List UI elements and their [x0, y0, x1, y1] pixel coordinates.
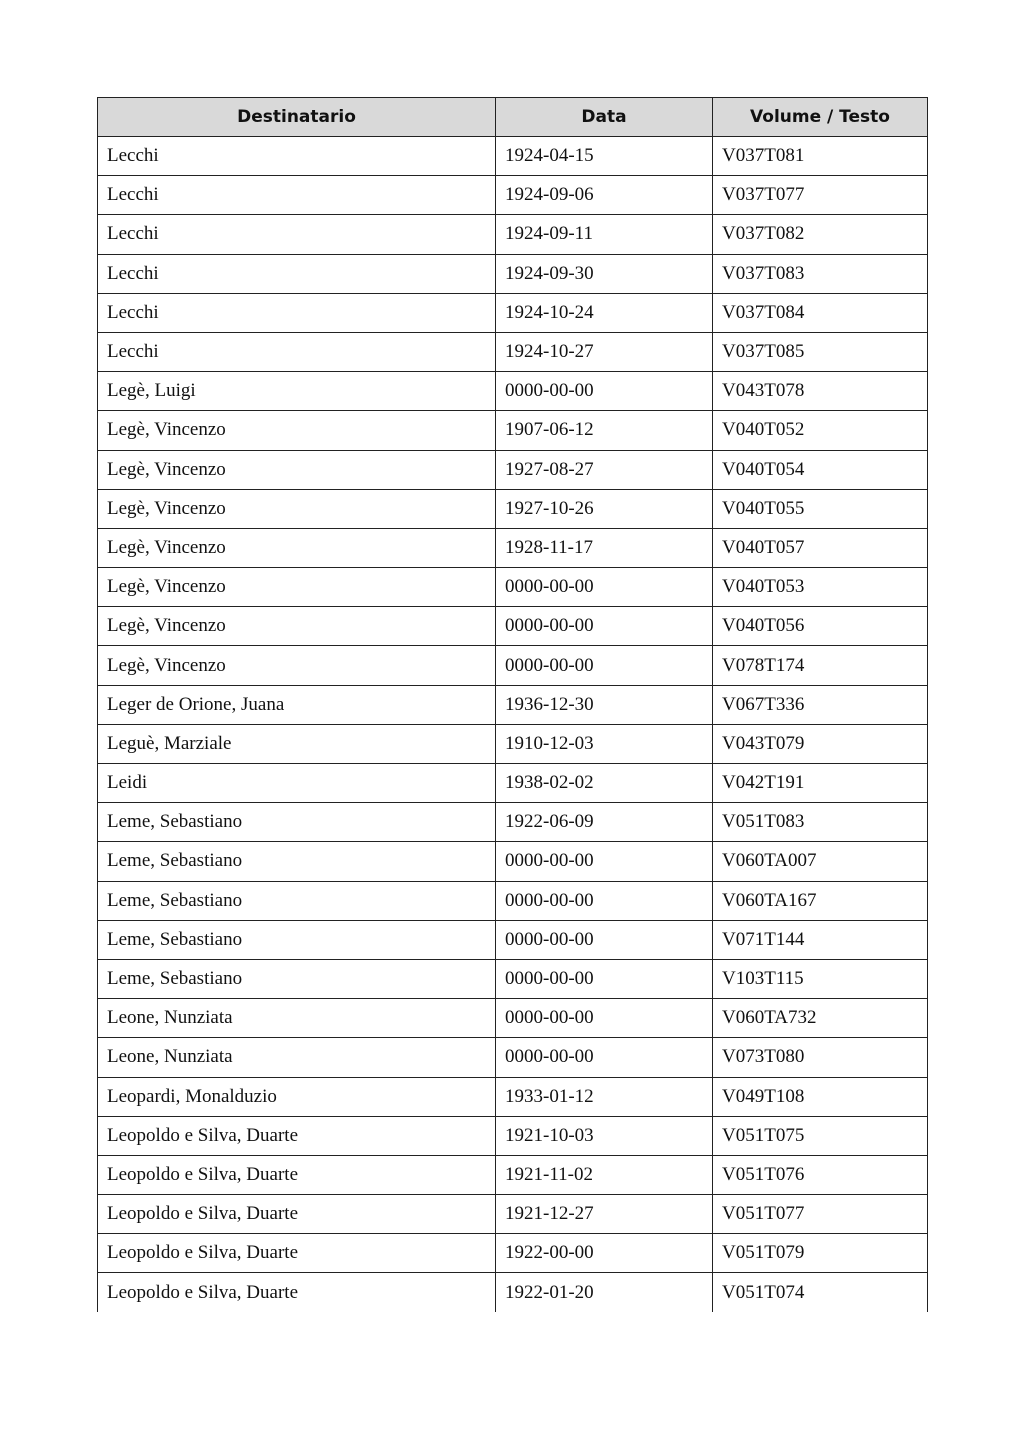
volume-text-cell: V043T079 [713, 724, 928, 763]
volume-text-cell: V042T191 [713, 764, 928, 803]
volume-text-cell: V060TA007 [713, 842, 928, 881]
volume-text-cell: V040T054 [713, 450, 928, 489]
table-row [98, 842, 928, 881]
volume-text-cell: V067T336 [713, 685, 928, 724]
recipient-cell: Leone, Nunziata [98, 1038, 496, 1077]
table-row [98, 1273, 928, 1312]
table-header-row [98, 98, 928, 137]
table-row [98, 685, 928, 724]
recipient-cell: Lecchi [98, 176, 496, 215]
date-cell: 0000-00-00 [496, 1038, 713, 1077]
volume-text-cell: V037T084 [713, 293, 928, 332]
date-cell: 0000-00-00 [496, 568, 713, 607]
volume-text-cell: V040T055 [713, 489, 928, 528]
date-cell: 0000-00-00 [496, 999, 713, 1038]
recipient-cell: Leone, Nunziata [98, 999, 496, 1038]
column-header-destinatario: Destinatario [98, 98, 496, 137]
table-row [98, 920, 928, 959]
date-cell: 0000-00-00 [496, 607, 713, 646]
recipient-cell: Legè, Vincenzo [98, 607, 496, 646]
volume-text-cell: V071T144 [713, 920, 928, 959]
date-cell: 1924-10-24 [496, 293, 713, 332]
date-cell: 1922-00-00 [496, 1234, 713, 1273]
date-cell: 1924-09-06 [496, 176, 713, 215]
recipient-cell: Leidi [98, 764, 496, 803]
table-row [98, 215, 928, 254]
table-row [98, 528, 928, 567]
date-cell: 1921-12-27 [496, 1195, 713, 1234]
table-row [98, 568, 928, 607]
table-row [98, 372, 928, 411]
date-cell: 0000-00-00 [496, 881, 713, 920]
volume-text-cell: V060TA167 [713, 881, 928, 920]
table-row [98, 646, 928, 685]
table-row [98, 1195, 928, 1234]
recipient-cell: Legè, Luigi [98, 372, 496, 411]
column-header-volume-testo: Volume / Testo [713, 98, 928, 137]
volume-text-cell: V051T075 [713, 1116, 928, 1155]
recipient-cell: Lecchi [98, 293, 496, 332]
recipient-cell: Legè, Vincenzo [98, 450, 496, 489]
volume-text-cell: V040T056 [713, 607, 928, 646]
table-row [98, 293, 928, 332]
date-cell: 1924-04-15 [496, 137, 713, 176]
date-cell: 0000-00-00 [496, 920, 713, 959]
volume-text-cell: V051T079 [713, 1234, 928, 1273]
date-cell: 0000-00-00 [496, 646, 713, 685]
volume-text-cell: V049T108 [713, 1077, 928, 1116]
table-row [98, 1038, 928, 1077]
recipient-cell: Leguè, Marziale [98, 724, 496, 763]
table-row [98, 1234, 928, 1273]
recipient-cell: Legè, Vincenzo [98, 528, 496, 567]
recipient-cell: Leme, Sebastiano [98, 881, 496, 920]
table-row [98, 803, 928, 842]
recipient-cell: Leger de Orione, Juana [98, 685, 496, 724]
volume-text-cell: V051T083 [713, 803, 928, 842]
volume-text-cell: V037T085 [713, 332, 928, 371]
date-cell: 1924-10-27 [496, 332, 713, 371]
letters-index-table [97, 97, 928, 1312]
volume-text-cell: V037T081 [713, 137, 928, 176]
recipient-cell: Leopoldo e Silva, Duarte [98, 1155, 496, 1194]
date-cell: 1924-09-30 [496, 254, 713, 293]
date-cell: 1910-12-03 [496, 724, 713, 763]
table-row [98, 489, 928, 528]
column-header-data: Data [496, 98, 713, 137]
table-row [98, 176, 928, 215]
date-cell: 0000-00-00 [496, 959, 713, 998]
table-row [98, 959, 928, 998]
table-row [98, 254, 928, 293]
table-row [98, 881, 928, 920]
recipient-cell: Leme, Sebastiano [98, 959, 496, 998]
recipient-cell: Leme, Sebastiano [98, 842, 496, 881]
recipient-cell: Legè, Vincenzo [98, 411, 496, 450]
recipient-cell: Leopoldo e Silva, Duarte [98, 1116, 496, 1155]
recipient-cell: Lecchi [98, 137, 496, 176]
recipient-cell: Leopoldo e Silva, Duarte [98, 1195, 496, 1234]
date-cell: 1921-10-03 [496, 1116, 713, 1155]
volume-text-cell: V078T174 [713, 646, 928, 685]
volume-text-cell: V051T076 [713, 1155, 928, 1194]
volume-text-cell: V043T078 [713, 372, 928, 411]
table-row [98, 332, 928, 371]
date-cell: 1928-11-17 [496, 528, 713, 567]
date-cell: 1921-11-02 [496, 1155, 713, 1194]
table-row [98, 764, 928, 803]
volume-text-cell: V073T080 [713, 1038, 928, 1077]
table-row [98, 137, 928, 176]
table-row [98, 607, 928, 646]
table-body [98, 137, 928, 1313]
date-cell: 1907-06-12 [496, 411, 713, 450]
volume-text-cell: V051T077 [713, 1195, 928, 1234]
volume-text-cell: V040T052 [713, 411, 928, 450]
date-cell: 1927-08-27 [496, 450, 713, 489]
volume-text-cell: V037T083 [713, 254, 928, 293]
recipient-cell: Leopardi, Monalduzio [98, 1077, 496, 1116]
date-cell: 1922-01-20 [496, 1273, 713, 1312]
volume-text-cell: V103T115 [713, 959, 928, 998]
recipient-cell: Lecchi [98, 215, 496, 254]
volume-text-cell: V060TA732 [713, 999, 928, 1038]
volume-text-cell: V037T082 [713, 215, 928, 254]
table-row [98, 1077, 928, 1116]
recipient-cell: Leopoldo e Silva, Duarte [98, 1234, 496, 1273]
table-row [98, 450, 928, 489]
table-row [98, 724, 928, 763]
date-cell: 1936-12-30 [496, 685, 713, 724]
recipient-cell: Leopoldo e Silva, Duarte [98, 1273, 496, 1312]
volume-text-cell: V040T053 [713, 568, 928, 607]
date-cell: 0000-00-00 [496, 842, 713, 881]
recipient-cell: Lecchi [98, 254, 496, 293]
table-row [98, 1116, 928, 1155]
date-cell: 1927-10-26 [496, 489, 713, 528]
date-cell: 1922-06-09 [496, 803, 713, 842]
recipient-cell: Leme, Sebastiano [98, 920, 496, 959]
volume-text-cell: V040T057 [713, 528, 928, 567]
date-cell: 1924-09-11 [496, 215, 713, 254]
table-row [98, 1155, 928, 1194]
recipient-cell: Leme, Sebastiano [98, 803, 496, 842]
volume-text-cell: V051T074 [713, 1273, 928, 1312]
recipient-cell: Legè, Vincenzo [98, 489, 496, 528]
table-row [98, 411, 928, 450]
date-cell: 0000-00-00 [496, 372, 713, 411]
volume-text-cell: V037T077 [713, 176, 928, 215]
date-cell: 1938-02-02 [496, 764, 713, 803]
recipient-cell: Legè, Vincenzo [98, 568, 496, 607]
date-cell: 1933-01-12 [496, 1077, 713, 1116]
recipient-cell: Lecchi [98, 332, 496, 371]
recipient-cell: Legè, Vincenzo [98, 646, 496, 685]
table-row [98, 999, 928, 1038]
